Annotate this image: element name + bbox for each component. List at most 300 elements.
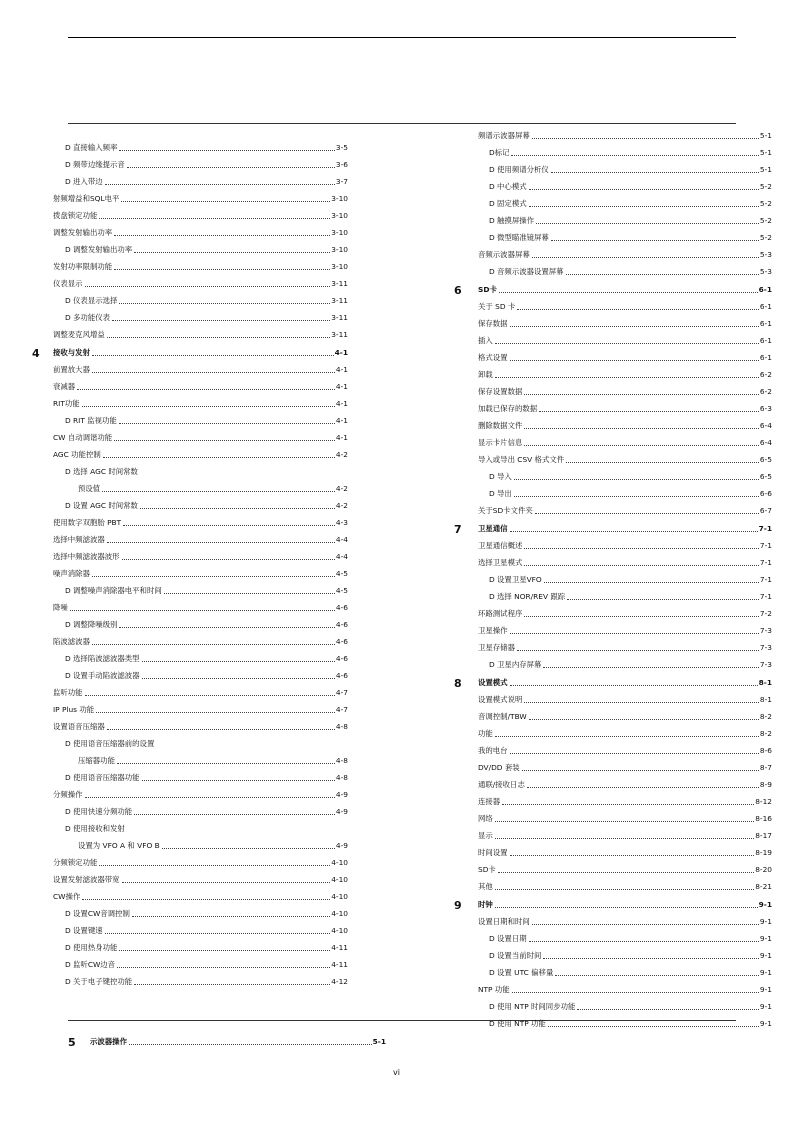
chapter-number: 8 (454, 677, 462, 690)
toc-entry (50, 647, 348, 664)
toc-entry (50, 187, 348, 204)
toc-entry-page: 4-6 (335, 620, 348, 629)
toc-entry (453, 482, 772, 499)
toc-entry (50, 766, 348, 783)
toc-entry (453, 1012, 772, 1029)
toc-entry-page: 3-11 (331, 330, 348, 339)
toc-entry (453, 380, 772, 397)
dot-leader (162, 848, 335, 849)
toc-entry-title: 调整麦克风增益 (53, 330, 105, 339)
toc-entry-page: 4-6 (335, 654, 348, 663)
toc-entry-page: 4-4 (335, 552, 348, 561)
toc-entry-page: 5-2 (759, 199, 772, 208)
toc-entry (50, 426, 348, 443)
toc-entry (453, 158, 772, 175)
toc-entry-page: 4-3 (335, 518, 348, 527)
toc-entry-title: SD卡 (478, 285, 497, 294)
dot-leader (536, 223, 759, 224)
toc-entry (453, 807, 772, 824)
toc-entry-title: D标记 (489, 148, 510, 157)
toc-entry-page: 4-7 (335, 688, 348, 697)
dot-leader (140, 508, 335, 509)
toc-right-column (453, 124, 772, 1029)
toc-entry (453, 141, 772, 158)
toc-entry-title: D 频带边缘提示音 (65, 160, 125, 169)
toc-entry-title: D 选择 NOR/REV 跟踪 (489, 592, 566, 601)
toc-entry-page: 4-7 (335, 705, 348, 714)
dot-leader (522, 770, 759, 771)
dot-leader (82, 406, 335, 407)
toc-entry-title: 功能 (478, 729, 493, 738)
toc-entry-page: 4-1 (335, 382, 348, 391)
toc-entry (50, 255, 348, 272)
toc-entry-title: 射频增益和SQL电平 (53, 194, 120, 203)
toc-entry-title: D 设置键速 (65, 926, 103, 935)
toc-entry-title: 加载已保存的数据 (478, 404, 538, 413)
toc-entry-page: 7-1 (759, 558, 772, 567)
toc-entry-page: 5-2 (759, 182, 772, 191)
toc-entry (50, 885, 348, 902)
toc-entry-title: 设置为 VFO A 和 VFO B (78, 841, 160, 850)
dot-leader (524, 565, 759, 566)
toc-entry-title: 示波器操作 (90, 1037, 127, 1046)
toc-entry-page: 4-6 (335, 671, 348, 680)
toc-entry (50, 358, 348, 375)
toc-entry-page: 5-1 (759, 148, 772, 157)
toc-entry-title: 仪表显示 (53, 279, 83, 288)
toc-entry-title: D 选择陷波滤波器类型 (65, 654, 140, 663)
toc-entry-page: 9-1 (759, 968, 772, 977)
toc-entry-title: D 设置日期 (489, 934, 527, 943)
toc-entry-page: 7-3 (759, 643, 772, 652)
toc-entry (50, 953, 348, 970)
dot-leader (119, 627, 335, 628)
toc-entry-page: 6-3 (759, 404, 772, 413)
chapter-number: 9 (454, 899, 462, 912)
toc-entry-page: 9-1 (758, 900, 772, 909)
toc-entry-page: 7-2 (759, 609, 772, 618)
toc-entry (453, 602, 772, 619)
toc-entry-title: 卸载 (478, 370, 493, 379)
dot-leader (495, 343, 759, 344)
toc-entry-page: 3-5 (335, 143, 348, 152)
toc-entry-page: 7-1 (759, 541, 772, 550)
toc-entry-title: D 设置当前时间 (489, 951, 542, 960)
dot-leader (539, 411, 759, 412)
toc-entry-title: D 导出 (489, 489, 512, 498)
toc-entry (453, 192, 772, 209)
dot-leader (105, 184, 335, 185)
toc-entry (453, 636, 772, 653)
dot-leader (92, 355, 334, 356)
dot-leader (577, 1009, 759, 1010)
toc-entry (453, 688, 772, 705)
toc-entry-title: 导入或导出 CSV 格式文件 (478, 455, 565, 464)
toc-entry-title: 时钟 (478, 900, 493, 909)
toc-entry (453, 927, 772, 944)
dot-leader (107, 729, 335, 730)
toc-entry-chapter (453, 278, 772, 295)
toc-entry-title: 显示卡片信息 (478, 438, 523, 447)
toc-entry-title: D 多功能仪表 (65, 313, 110, 322)
toc-entry-title: D 使用快速分频功能 (65, 807, 133, 816)
dot-leader (524, 548, 759, 549)
toc-entry-page: 4-2 (335, 450, 348, 459)
toc-entry-title: D 监听CW边音 (65, 960, 116, 969)
toc-entry (453, 260, 772, 277)
dot-leader (498, 872, 754, 873)
dot-leader (85, 797, 335, 798)
toc-entry-page: 8-20 (755, 865, 772, 874)
toc-entry-page: 6-2 (759, 370, 772, 379)
dot-leader (164, 593, 335, 594)
toc-entry-title: 格式设置 (478, 353, 508, 362)
dot-leader (142, 780, 335, 781)
toc-entry-page: 3-10 (331, 228, 348, 237)
toc-entry (453, 739, 772, 756)
dot-leader (114, 440, 335, 441)
dot-leader (142, 678, 335, 679)
page-number: vi (393, 1068, 400, 1077)
toc-entry (453, 329, 772, 346)
toc-entry-page: 8-16 (755, 814, 772, 823)
chapter-number: 6 (454, 284, 462, 297)
dot-leader (524, 702, 759, 703)
dot-leader (566, 462, 759, 463)
toc-entry (453, 790, 772, 807)
toc-entry-title: 通联/接收日志 (478, 780, 525, 789)
toc-entry (453, 944, 772, 961)
dot-leader (532, 924, 759, 925)
toc-entry-title: 删除数据文件 (478, 421, 523, 430)
toc-entry-title: 调整发射输出功率 (53, 228, 113, 237)
toc-left-column (32, 136, 348, 987)
toc-entry-page: 6-1 (758, 285, 772, 294)
toc-entry (50, 681, 348, 698)
toc-entry-title: D 选择 AGC 时间常数 (65, 467, 138, 476)
toc-entry-page: 3-10 (331, 262, 348, 271)
toc-entry-title: D 中心模式 (489, 182, 527, 191)
toc-entry-page: 8-21 (755, 882, 772, 891)
toc-entry-title: IP Plus 功能 (53, 705, 95, 714)
toc-entry-page: 4-12 (331, 977, 348, 986)
toc-entry-page: 4-1 (335, 399, 348, 408)
toc-entry (453, 722, 772, 739)
toc-entry (453, 465, 772, 482)
dot-leader (99, 218, 330, 219)
toc-entry-page: 4-1 (335, 433, 348, 442)
toc-entry-title: 设置模式 (478, 678, 508, 687)
toc-entry (50, 868, 348, 885)
toc-entry-page: 4-4 (335, 535, 348, 544)
toc-entry-page: 5-2 (759, 233, 772, 242)
toc-entry-page: 4-1 (335, 365, 348, 374)
toc-entry-page: 4-11 (331, 943, 348, 952)
toc-entry (50, 698, 348, 715)
toc-entry-title: 监听功能 (53, 688, 83, 697)
toc-entry-title: 卫星通信 (478, 524, 508, 533)
toc-entry-title: 设置发射滤波器带宽 (53, 875, 120, 884)
dot-leader (122, 559, 335, 560)
toc-entry-title: 选择中频滤波器波形 (53, 552, 120, 561)
toc-entry-page: 4-1 (334, 348, 348, 357)
toc-entry (453, 551, 772, 568)
dot-leader (532, 257, 759, 258)
toc-entry-title: 预设值 (78, 484, 101, 493)
dot-leader (134, 252, 330, 253)
toc-entry-page: 5-1 (759, 131, 772, 140)
toc-entry-title: DV/DD 套装 (478, 763, 520, 772)
toc-entry-title: 衰减器 (53, 382, 76, 391)
toc-entry-page: 3-11 (331, 279, 348, 288)
toc-entry (453, 175, 772, 192)
toc-entry (453, 499, 772, 516)
dot-leader (495, 377, 759, 378)
toc-entry-page: 7-1 (759, 592, 772, 601)
toc-chapter-5 (68, 1030, 386, 1047)
dot-leader (119, 150, 335, 151)
toc-entry-page: 4-1 (335, 416, 348, 425)
toc-entry-title: D 使用接收和发射 (65, 824, 125, 833)
toc-entry-page: 5-2 (759, 216, 772, 225)
dot-leader (92, 576, 335, 577)
toc-entry (50, 562, 348, 579)
dot-leader (512, 992, 759, 993)
toc-entry-title: 音频示波器屏幕 (478, 250, 530, 259)
dot-leader (142, 661, 335, 662)
toc-entry-title: 选择中频滤波器 (53, 535, 105, 544)
toc-entry (50, 613, 348, 630)
toc-entry-page: 4-10 (331, 909, 348, 918)
toc-entry (453, 875, 772, 892)
toc-entry-title: 压缩器功能 (78, 756, 115, 765)
toc-entry-chapter (453, 671, 772, 688)
toc-entry (453, 824, 772, 841)
toc-entry-title: 接收与发射 (53, 348, 90, 357)
toc-entry-page: 3-7 (335, 177, 348, 186)
toc-entry-title: 插入 (478, 336, 493, 345)
toc-entry-title: D 设置卫星VFO (489, 575, 542, 584)
toc-entry-title: 发射功率限制功能 (53, 262, 113, 271)
toc-entry-page: 6-2 (759, 387, 772, 396)
dot-leader (119, 303, 330, 304)
dot-leader (514, 496, 759, 497)
toc-entry-title: 设置模式说明 (478, 695, 523, 704)
toc-entry (50, 289, 348, 306)
toc-entry (453, 363, 772, 380)
toc-entry-title: D 进入带边 (65, 177, 103, 186)
toc-entry-page: 8-6 (759, 746, 772, 755)
toc-entry-page: 4-5 (335, 569, 348, 578)
toc-entry-title: 卫星存储器 (478, 643, 515, 652)
toc-entry (453, 431, 772, 448)
toc-entry-title: D 微型瞄准镜屏幕 (489, 233, 549, 242)
toc-entry (50, 460, 348, 477)
toc-entry (50, 272, 348, 289)
dot-leader (99, 865, 330, 866)
toc-entry-page: 4-8 (335, 773, 348, 782)
dot-leader (510, 753, 759, 754)
chapter-number: 7 (454, 523, 462, 536)
toc-entry-title: 拨盘锁定功能 (53, 211, 98, 220)
dot-leader (85, 695, 335, 696)
toc-entry (453, 124, 772, 141)
toc-entry-page: 6-1 (759, 319, 772, 328)
toc-entry (453, 961, 772, 978)
toc-entry-title: RIT功能 (53, 399, 80, 408)
toc-entry (453, 295, 772, 312)
toc-entry (50, 221, 348, 238)
dot-leader (77, 389, 335, 390)
toc-entry-page: 9-1 (759, 1002, 772, 1011)
toc-entry-page: 6-7 (759, 506, 772, 515)
toc-entry-page: 6-4 (759, 438, 772, 447)
toc-entry (453, 346, 772, 363)
toc-entry-page: 9-1 (759, 985, 772, 994)
dot-leader (132, 916, 330, 917)
toc-entry-title: 设置语音压缩器 (53, 722, 105, 731)
toc-entry-page: 4-2 (335, 501, 348, 510)
toc-entry-page: 7-3 (759, 626, 772, 635)
toc-entry-page: 8-1 (759, 695, 772, 704)
toc-entry-title: CW 自动调谐功能 (53, 433, 113, 442)
toc-entry-page: 5-1 (372, 1037, 386, 1046)
dot-leader (129, 1044, 372, 1045)
dot-leader (511, 155, 758, 156)
toc-entry-chapter (32, 341, 348, 360)
dot-leader (114, 269, 330, 270)
dot-leader (119, 423, 335, 424)
toc-entry-title: 保存设置数据 (478, 387, 523, 396)
toc-entry-page: 4-2 (335, 484, 348, 493)
toc-entry (50, 851, 348, 868)
toc-entry-page: 6-1 (759, 353, 772, 362)
dot-leader (502, 804, 754, 805)
toc-entry-title: D 固定模式 (489, 199, 527, 208)
toc-entry (453, 209, 772, 226)
dot-leader (134, 984, 330, 985)
toc-entry-page: 6-5 (759, 472, 772, 481)
toc-entry-page: 8-12 (755, 797, 772, 806)
dot-leader (103, 457, 335, 458)
toc-entry-title: D 关于电子键控功能 (65, 977, 133, 986)
toc-entry-page: 9-1 (759, 951, 772, 960)
toc-entry-page: 4-10 (331, 892, 348, 901)
toc-entry (50, 902, 348, 919)
toc-entry (50, 800, 348, 817)
toc-entry (50, 919, 348, 936)
toc-entry-page: 3-10 (331, 194, 348, 203)
dot-leader (510, 326, 759, 327)
dot-leader (517, 309, 759, 310)
toc-entry-page: 5-1 (759, 165, 772, 174)
toc-entry (50, 238, 348, 255)
dot-leader (495, 821, 754, 822)
toc-entry-title: D 使用语音压缩器前的设置 (65, 739, 155, 748)
toc-entry-page: 8-19 (755, 848, 772, 857)
toc-entry-page: 5-3 (759, 267, 772, 276)
toc-entry (50, 936, 348, 953)
toc-entry-title: 时间设置 (478, 848, 508, 857)
dot-leader (524, 445, 759, 446)
toc-entry-title: 陷波滤波器 (53, 637, 90, 646)
dot-leader (495, 736, 759, 737)
toc-entry (50, 749, 348, 766)
toc-entry-title: SD卡 (478, 865, 496, 874)
dot-leader (566, 274, 759, 275)
dot-leader (82, 899, 330, 900)
dot-leader (529, 206, 759, 207)
dot-leader (524, 428, 759, 429)
toc-entry-title: D 设置 AGC 时间常数 (65, 501, 138, 510)
toc-entry-title: 使用数字双胞胎 PBT (53, 518, 122, 527)
toc-entry (50, 732, 348, 749)
toc-entry (50, 477, 348, 494)
toc-entry (453, 841, 772, 858)
toc-entry (50, 545, 348, 562)
toc-entry (453, 858, 772, 875)
toc-entry-title: 显示 (478, 831, 493, 840)
toc-entry (453, 705, 772, 722)
dot-leader (544, 582, 759, 583)
toc-entry (50, 664, 348, 681)
toc-entry (453, 619, 772, 636)
dot-leader (107, 337, 330, 338)
toc-entry-page: 4-10 (331, 926, 348, 935)
dot-leader (117, 763, 335, 764)
toc-entry-page: 8-7 (759, 763, 772, 772)
toc-entry-title: 设置日期和时间 (478, 917, 530, 926)
dot-leader (510, 685, 758, 686)
toc-entry-page: 3-10 (331, 245, 348, 254)
toc-entry-title: 分频操作 (53, 790, 83, 799)
toc-entry (50, 204, 348, 221)
toc-entry-title: CW操作 (53, 892, 81, 901)
dot-leader (92, 644, 335, 645)
dot-leader (510, 360, 759, 361)
dot-leader (529, 189, 759, 190)
toc-entry-page: 6-4 (759, 421, 772, 430)
toc-entry-title: 降噪 (53, 603, 68, 612)
toc-entry-page: 5-3 (759, 250, 772, 259)
dot-leader (510, 531, 758, 532)
toc-entry (50, 817, 348, 834)
dot-leader (555, 975, 759, 976)
toc-entry-title: 卫星通信概述 (478, 541, 523, 550)
toc-entry (50, 375, 348, 392)
toc-entry-title: 分频锁定功能 (53, 858, 98, 867)
toc-entry (50, 443, 348, 460)
toc-entry-title: 保存数据 (478, 319, 508, 328)
toc-entry-page: 9-1 (759, 917, 772, 926)
toc-entry-title: D 设置CW音调控制 (65, 909, 130, 918)
toc-entry-page: 4-9 (335, 790, 348, 799)
toc-entry (453, 226, 772, 243)
toc-entry (453, 312, 772, 329)
dot-leader (121, 201, 330, 202)
toc-entry (453, 414, 772, 431)
toc-entry-title: D 直接输入频率 (65, 143, 118, 152)
toc-entry (453, 756, 772, 773)
toc-entry-title: D 设置手动陷波滤波器 (65, 671, 140, 680)
toc-entry-page: 4-8 (335, 722, 348, 731)
toc-entry-page: 8-9 (759, 780, 772, 789)
toc-entry-page: 4-5 (335, 586, 348, 595)
dot-leader (70, 610, 335, 611)
toc-entry-title: D 音频示波器设置屏幕 (489, 267, 564, 276)
toc-entry (453, 534, 772, 551)
dot-leader (114, 235, 330, 236)
